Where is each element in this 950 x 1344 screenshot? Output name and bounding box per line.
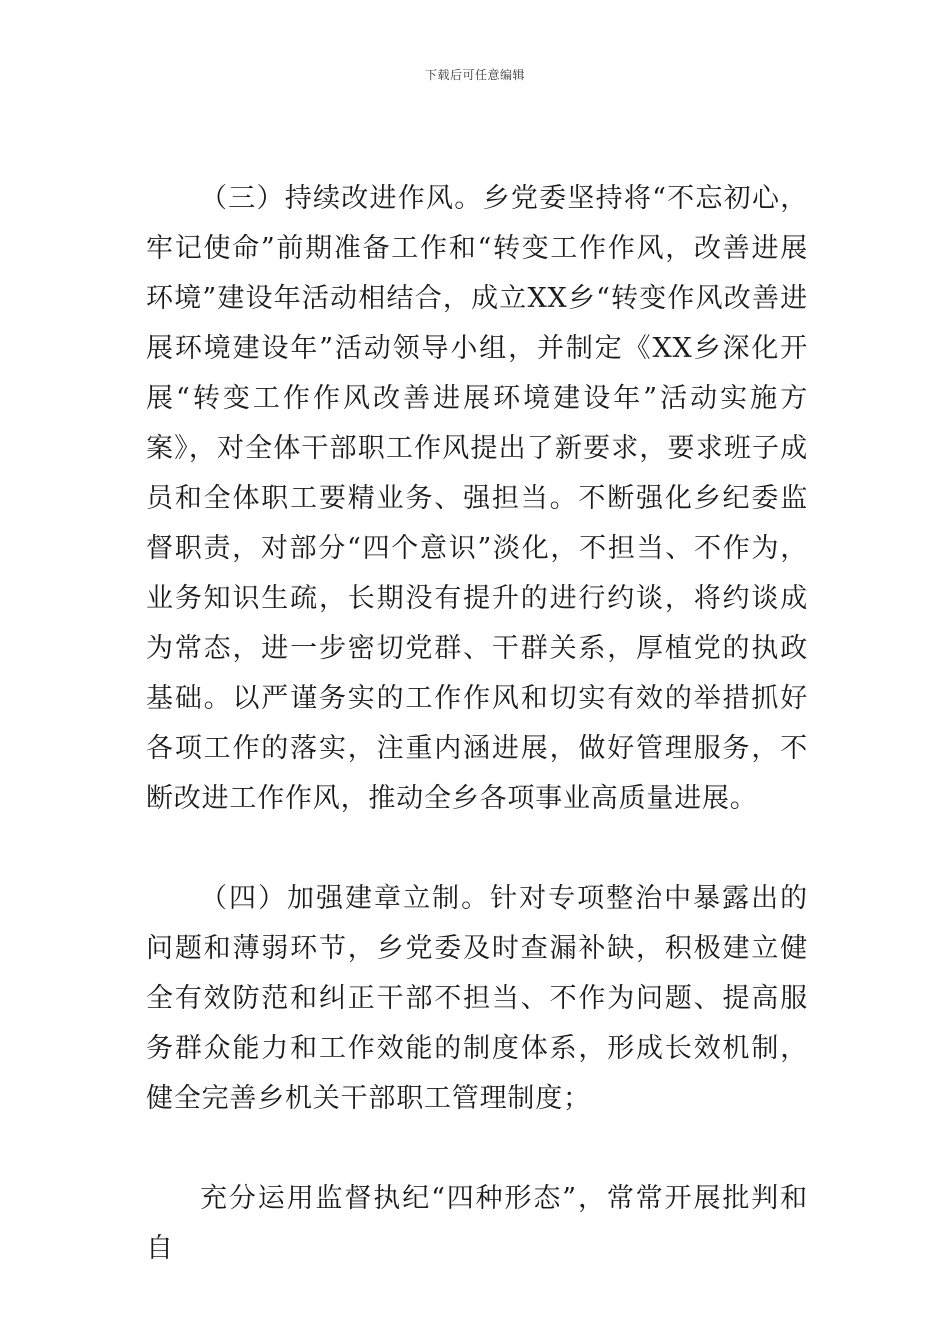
paragraph-supervision-forms: 充分运用监督执纪“四种形态”，常常开展批判和自: [146, 1183, 808, 1264]
paragraph-improve-work-style: （三）持续改进作风。乡党委坚持将“不忘初心，牢记使命”前期准备工作和“转变工作作风，改善进展环境”建设年活动相结合，成立XX乡“转变作风改善进展环境建设年”活动领导小组，并制定《XX乡深化开展“转变工作作风改善进展环境建设年”活动实施方案》，对全体干部职工作风提出了新要求，要求班子成员和全体职工要精业务、强担当。不断强化乡纪委监督职责，对部分“四个意识”淡化，不担当、不作为，业务知识生疏，长期没有提升的进行约谈，将约谈成为常态，进一步密切党群、干群关系，厚植党的执政基础。以严谨务实的工作作风和切实有效的举措抓好各项工作的落实，注重内涵进展，做好管理服务，不断改进工作作风，推动全乡各项事业高质量进展。: [146, 183, 808, 814]
paragraph-strengthen-rules: （四）加强建章立制。针对专项整治中暴露出的问题和薄弱环节，乡党委及时查漏补缺，积极建立健全有效防范和纠正干部不担当、不作为问题、提高服务群众能力和工作效能的制度体系，形成长效机制，健全完善乡机关干部职工管理制度；: [146, 883, 808, 1114]
page-header-note: 下载后可任意编辑: [424, 68, 525, 82]
document-body: [146, 174, 808, 1274]
